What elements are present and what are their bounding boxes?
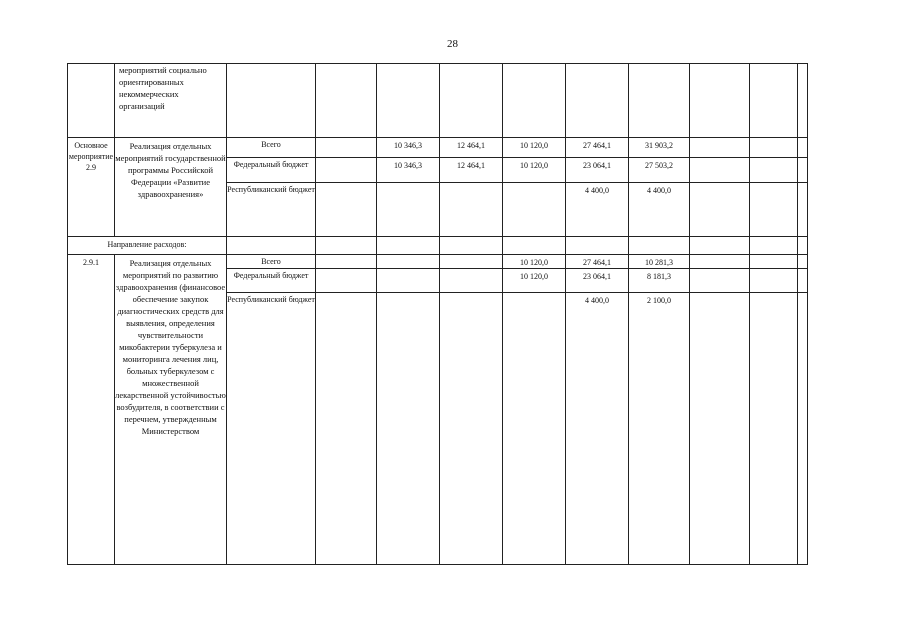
value-cell: 2 100,0 bbox=[629, 293, 690, 565]
page-number: 28 bbox=[447, 38, 458, 50]
value-cell: 10 120,0 bbox=[503, 158, 566, 183]
source-cell: Федеральный бюджет bbox=[227, 158, 316, 183]
value-cell bbox=[440, 269, 503, 293]
value-cell: 10 120,0 bbox=[503, 138, 566, 158]
value-cell bbox=[503, 293, 566, 565]
source-cell: Федеральный бюджет bbox=[227, 269, 316, 293]
source-cell: Всего bbox=[227, 138, 316, 158]
value-cell: 23 064,1 bbox=[566, 158, 629, 183]
value-cell: 10 281,3 bbox=[629, 255, 690, 269]
value-cell: 27 503,2 bbox=[629, 158, 690, 183]
value-cell bbox=[440, 183, 503, 237]
value-cell: 10 120,0 bbox=[503, 269, 566, 293]
value-cell: 12 464,1 bbox=[440, 158, 503, 183]
table-row-direction bbox=[68, 237, 808, 255]
source-cell: Республиканский бюджет bbox=[227, 293, 316, 565]
value-cell bbox=[440, 255, 503, 269]
value-cell: 8 181,3 bbox=[629, 269, 690, 293]
value-cell: 10 120,0 bbox=[503, 255, 566, 269]
table-row-prev bbox=[68, 64, 808, 138]
value-cell: 10 346,3 bbox=[377, 138, 440, 158]
prev-name-cell: мероприятий социально ориентированных некоммерческих организаций bbox=[115, 64, 227, 138]
value-cell bbox=[377, 293, 440, 565]
value-cell: 23 064,1 bbox=[566, 269, 629, 293]
name-cell-291: Реализация отдельных мероприятий по развитию здравоохранения (финансовое обеспечение закупок диагностических средств для выявления, определения чувствительности микобактерии туберкулеза и мониторинга лечения лиц, больных туберкулезом с множественной лекарственной устойчивостью возбудителя, в соответствии с перечнем, утвержденным Министерством bbox=[115, 255, 227, 565]
table-row-29-total bbox=[68, 138, 808, 158]
value-cell: 27 464,1 bbox=[566, 138, 629, 158]
name-cell-29: Реализация отдельных мероприятий государственной программы Российской Федерации «Развитие здравоохранения» bbox=[115, 138, 227, 237]
value-cell: 31 903,2 bbox=[629, 138, 690, 158]
value-cell bbox=[377, 183, 440, 237]
value-cell bbox=[377, 269, 440, 293]
value-cell: 4 400,0 bbox=[566, 293, 629, 565]
source-cell: Республиканский бюджет bbox=[227, 183, 316, 237]
code-cell-29: Основное мероприятие 2.9 bbox=[68, 138, 115, 237]
value-cell: 12 464,1 bbox=[440, 138, 503, 158]
value-cell bbox=[377, 255, 440, 269]
value-cell bbox=[440, 293, 503, 565]
budget-table bbox=[67, 63, 808, 565]
value-cell: 4 400,0 bbox=[566, 183, 629, 237]
code-cell-291: 2.9.1 bbox=[68, 255, 115, 565]
value-cell bbox=[503, 183, 566, 237]
value-cell: 4 400,0 bbox=[629, 183, 690, 237]
direction-label: Направление расходов: bbox=[68, 237, 227, 255]
value-cell: 27 464,1 bbox=[566, 255, 629, 269]
source-cell: Всего bbox=[227, 255, 316, 269]
value-cell: 10 346,3 bbox=[377, 158, 440, 183]
table-row-291-total bbox=[68, 255, 808, 269]
